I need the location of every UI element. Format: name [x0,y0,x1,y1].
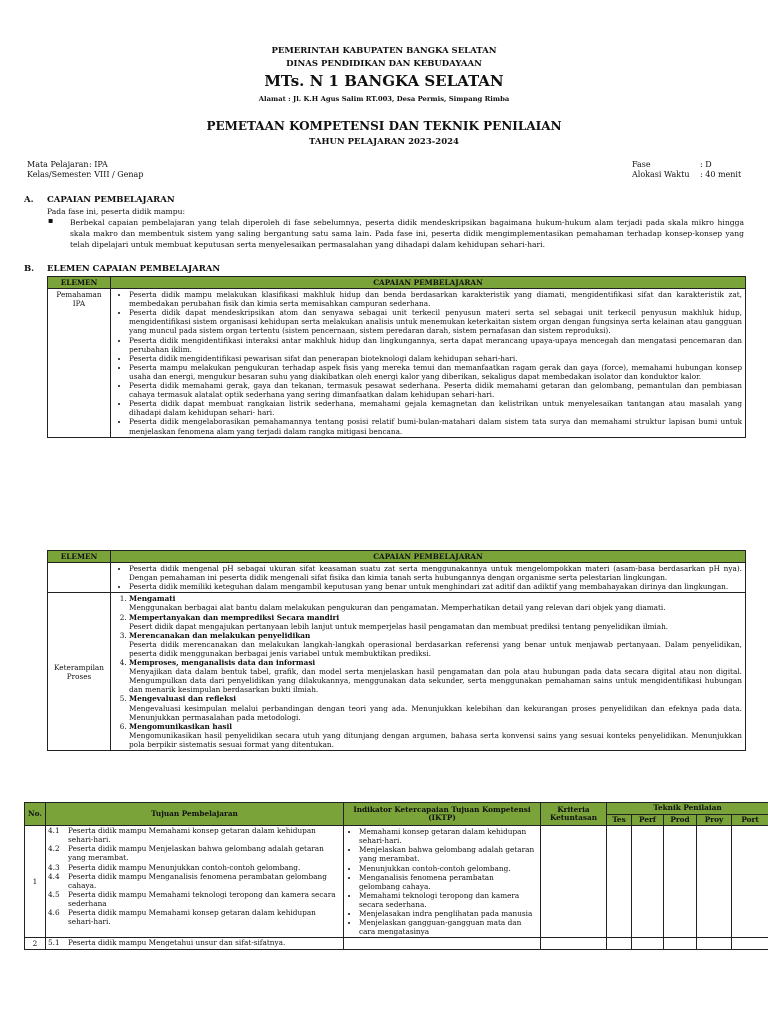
iktp-list [347,827,537,936]
class-value: : VIII / Genap [89,170,144,179]
tp-item [46,844,343,862]
tp-item [46,938,343,947]
row-tp [46,938,344,950]
col-teknik-prod: Prod [664,814,697,826]
iktp-item: • Memahami teknologi teropong dan kamera secara sederhana. [359,891,537,909]
tp-table [24,802,768,950]
process-step [129,658,742,694]
iktp-item: • Menjelaskan gangguan-gangguan mata dan cara mengatasinya [359,918,537,936]
cp-numbered [114,594,742,749]
row-number: 1 [25,826,46,938]
col-teknik-perf: Perf [632,814,664,826]
row-teknik-port [732,826,768,938]
iktp-item: • Memahami konsep getaran dalam kehidupan sehari-hari. [359,827,537,845]
tp-item-text: Peserta didik mampu Mengetahui unsur dan sifat-sifatnya. [68,938,286,948]
tp-item-number: 4.3 [48,862,60,872]
col-no: No. [25,803,46,826]
time-label: Alokasi Waktu [632,170,690,179]
element-cont-empty [48,563,111,593]
process-step [129,594,742,612]
process-step [129,613,742,631]
col-teknik: Teknik Penilaian [607,803,768,815]
section-b-letter: B. [24,264,35,274]
gov-line: PEMERINTAH KABUPATEN BANGKA SELATAN [271,46,497,56]
col-iktp: Indikator Ketercapaian Tujuan Kompetensi (IKTP) [344,803,541,826]
cp-table-2 [47,550,746,751]
row-kriteria [541,938,607,950]
process-step-desc: Menyajikan data dalam bentuk tabel, grafik, dan model serta menjelaskan hasil pengamatan dan pola atau hubungan pada data secara digital atau non digital. Mengumpulkan data dari penyelidikan yang dilakukannya, menggunakan data sekunder, serta menggunakan pemahaman sains untuk mengidentifikasi hubungan dan menarik kesimpulan berdasarkan bukti ilmiah. [129,667,742,695]
col-cp-2: CAPAIAN PEMBELAJARAN [111,551,746,563]
row-teknik-tes [607,938,632,950]
process-step [129,722,742,749]
process-step-desc: Mengomunikasikan hasil penyelidikan secara utuh yang ditunjang dengan argumen, bahasa serta konvensi sains yang sesuai konteks penyelidikan. Menunjukkan pola berpikir sistematis sesuai format yang ditentukan. [129,730,742,749]
phase-label: Fase [632,160,651,169]
iktp-item: • Menganalisis fenomena perambatan gelombang cahaya. [359,873,537,891]
cp-item: • Peserta didik mengidentifikasi interaksi antar makhluk hidup dan lingkungannya, serta dapat merancang upaya-upaya mencegah dan mengatasi pencemaran dan perubahan iklim. [129,336,742,354]
meta-left [27,160,143,180]
school-name: MTs. N 1 BANGKA SELATAN [264,72,504,90]
cp-item: • Peserta didik memahami gerak, gaya dan tekanan, termasuk pesawat sederhana. Peserta didik memahami getaran dan gelombang, pemantulan dan pembiasan cahaya termasuk alatalat optik sederhana yang sering dimanfaatkan dalam kehidupan sehari-hari. [129,381,742,399]
tp-item-text: Peserta didik mampu Menganalisis fenomena perambatan gelombang cahaya. [68,871,327,890]
cp-cont-list [111,563,746,593]
cp-item: • Peserta mampu melakukan pengukuran terhadap aspek fisis yang mereka temui dan memanfaatkan ragam gerak dan gaya (force), memahami hubungan konsep usaha dan energi, mengukur besaran suhu yang diakibatkan oleh energi kalor yang diberikan, sekaligus dapat membedakan isolator dan konduktor kalor. [129,363,742,381]
element-keterampilan: Keterampilan Proses [48,593,111,751]
cp-cont-item: • Peserta didik memiliki keteguhan dalam mengambil keputusan yang benar untuk menghindari zat aditif dan adiktif yang membahayakan dirinya dan lingkungan. [129,582,742,591]
section-a-title: CAPAIAN PEMBELAJARAN [47,195,175,205]
tp-item-number: 4.4 [48,871,60,881]
doc-title: PEMETAAN KOMPETENSI DAN TEKNIK PENILAIAN [206,119,562,133]
col-teknik-port: Port [732,814,768,826]
tp-item-number: 5.1 [48,938,60,948]
row-teknik-tes [607,826,632,938]
section-a-intro: Pada fase ini, peserta didik mampu: [47,207,186,216]
col-teknik-proy: Proy [697,814,732,826]
row-teknik-proy [697,938,732,950]
iktp-item: • Menunjukkan contoh-contoh gelombang. [359,864,537,873]
tp-body [25,826,768,950]
cp-pemahaman-list [111,289,746,438]
row-iktp [344,938,541,950]
row-teknik-prod [664,826,697,938]
cp-bullets [114,290,742,436]
col-element-2: ELEMEN [48,551,111,563]
process-step-desc: Menggunakan berbagai alat bantu dalam melakukan pengukuran dan pengamatan. Memperhatikan detail yang relevan dari objek yang diamati. [129,603,666,613]
row-teknik-perf [632,826,664,938]
section-a-heading [24,195,175,205]
tp-item-number: 4.1 [48,826,60,836]
process-step-title: Memproses, menganalisis data dan informasi [129,658,316,668]
col-element: ELEMEN [48,277,111,289]
table-row [25,938,768,950]
cp-item: • Peserta didik mengidentifikasi pewarisan sifat dan penerapan bioteknologi dalam kehidupan sehari-hari. [129,354,742,363]
tp-item-number: 4.2 [48,844,60,854]
process-step-title: Mengomunikasikan hasil [129,721,233,731]
class-label: Kelas/Semester [27,170,91,179]
iktp-item: • Menjelaskan bahwa gelombang adalah getaran yang merambat. [359,845,537,863]
tp-item [46,908,343,926]
process-step-title: Merencanakan dan melakukan penyelidikan [129,630,311,640]
tp-item-number: 4.6 [48,908,60,918]
process-step-desc: Peserta didik merencanakan dan melakukan langkah-langkah operasional berdasarkan referensi yang benar untuk menjawab pertanyaan. Dalam penyelidikan, peserta didik menggunakan berbagai jenis variabel untuk membuktikan prediksi. [129,639,742,658]
process-step-title: Mengevaluasi dan refleksi [129,694,237,704]
process-step [129,694,742,721]
row-teknik-prod [664,938,697,950]
row-iktp [344,826,541,938]
time-value: : 40 menit [700,170,742,179]
process-step-title: Mempertanyakan dan memprediksi Secara mandiri [129,612,340,622]
cp-cont-bullets [114,564,742,591]
table-row [25,826,768,938]
dept-line: DINAS PENDIDIKAN DAN KEBUDAYAAN [286,59,482,69]
row-tp [46,826,344,938]
cp-item: • Peserta didik dapat membuat rangkaian listrik sederhana, memahami gejala kemagnetan dan kelistrikan untuk menyelesaikan tantangan atau masalah yang dihadapi dalam kehidupan sehari- hari. [129,399,742,417]
tp-item [46,872,343,890]
col-cp: CAPAIAN PEMBELAJARAN [111,277,746,289]
cp-keterampilan-list [111,593,746,751]
iktp-item: • Menjelasakan indra penglihatan pada manusia [359,909,537,918]
tp-item [46,826,343,844]
process-step [129,631,742,658]
tp-item [46,863,343,872]
section-b-heading [24,264,220,274]
col-teknik-tes: Tes [607,814,632,826]
school-address: Alamat : Jl. K.H Agus Salim RT.003, Desa Permis, Simpang Rimba [258,95,510,103]
cp-item: • Peserta didik mampu melakukan klasifikasi makhluk hidup dan benda berdasarkan karakteristik yang diamati, mengidentifikasi sifat dan karakteristik zat, membedakan perubahan fisik dan kimia serta memisahkan campuran sederhana. [129,290,742,308]
subject-label: Mata Pelajaran [27,160,89,169]
process-step-desc: Pesert didik dapat mengajukan pertanyaan lebih lanjut untuk memperjelas hasil pengamatan dan membuat prediksi tentang penyelidikan ilmiah. [129,621,669,631]
col-kriteria: Kriteria Ketuntasan [541,803,607,826]
row-kriteria [541,826,607,938]
tp-item-text: Peserta didik mampu Menunjukkan contoh-contoh gelombang. [68,862,301,872]
tp-item-text: Peserta didik mampu Memahami konsep getaran dalam kehidupan sehari-hari. [68,908,316,927]
tp-item-text: Peserta didik mampu Memahami konsep getaran dalam kehidupan sehari-hari. [68,826,316,845]
row-teknik-port [732,938,768,950]
cp-table-1 [47,276,746,438]
tp-item-text: Peserta didik mampu Memahami teknologi teropong dan kamera secara sederhana [68,889,336,908]
tp-item-number: 4.5 [48,889,60,899]
section-a-bullet: Berbekal capaian pembelajaran yang telah diperoleh di fase sebelumnya, peserta didik mendeskripsikan bagaimana hukum-hukum alam terjadi pada skala mikro hingga skala makro dan membentuk sistem yang saling bergantung satu sama lain. Pada fase ini, peserta didik mengimplementasikan pemahaman terhadap konsep-konsep yang telah dipelajari untuk membuat keputusan serta menyelesaikan permasalahan yang dihadapi dalam kehidupan sehari-hari. [70,218,744,250]
doc-year: TAHUN PELAJARAN 2023-2024 [309,137,459,147]
subject-value: : IPA [89,160,108,169]
cp-item: • Peserta didik dapat mendeskripsikan atom dan senyawa sebagai unit terkecil penyusun materi serta sel sebagai unit terkecil penyusun makhluk hidup, mengidentifikasi sistem organisasi kehidupan serta melakukan analisis untuk menemukan keterkaitan sistem organ dengan fungsinya serta kelainan atau gangguan yang muncul pada sistem organ tertentu (sistem pencernaan, sistem peredaran darah, sistem pernafasan dan sistem reproduksi). [129,308,742,335]
row-teknik-proy [697,826,732,938]
process-step-desc: Mengevaluasi kesimpulan melalui perbandingan dengan teori yang ada. Menunjukkan kelebihan dan kekurangan proses penyelidikan dan efeknya pada data. Menunjukkan permasalahan pada metodologi. [129,703,742,722]
row-number: 2 [25,938,46,950]
process-step-title: Mengamati [129,594,176,604]
tp-item [46,890,343,908]
col-tp: Tujuan Pembelajaran [46,803,344,826]
phase-value: : D [700,160,712,169]
section-b-title: ELEMEN CAPAIAN PEMBELAJARAN [47,264,221,274]
section-a-bullet-mark: ▪ [48,216,54,225]
cp-item: • Peserta didik mengelaborasikan pemahamannya tentang posisi relatif bumi-bulan-matahari dalam sistem tata surya dan memahami struktur lapisan bumi untuk menjelaskan fenomena alam yang terjadi dalam rangka mitigasi bencana. [129,417,742,435]
meta-right [632,160,741,180]
cp-cont-item: • Peserta didik mengenal pH sebagai ukuran sifat keasaman suatu zat serta menggunakannya untuk mengelompokkan materi (asam-basa berdasarkan pH nya). Dengan pemahaman ini peserta didik mengenali sifat fisika dan kimia tanah serta hubungannya dengan organisme serta pelestarian lingkungan. [129,564,742,582]
element-pemahaman: Pemahaman IPA [48,289,111,438]
row-teknik-perf [632,938,664,950]
section-a-letter: A. [24,195,34,205]
tp-item-text: Peserta didik mampu Menjelaskan bahwa gelombang adalah getaran yang merambat. [68,844,324,863]
